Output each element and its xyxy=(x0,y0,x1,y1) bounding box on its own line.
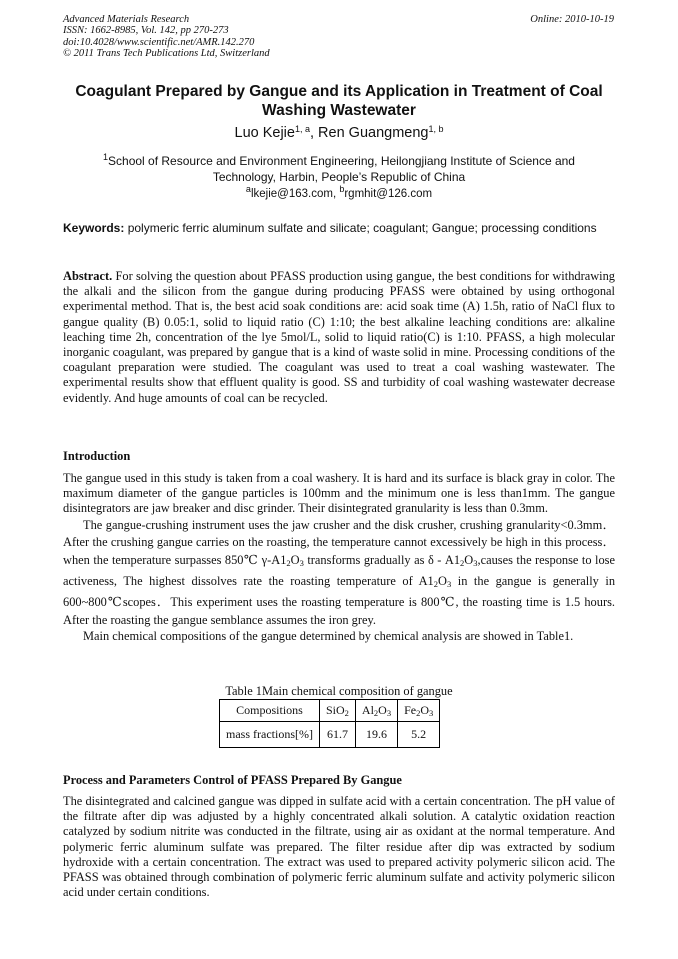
table-row xyxy=(220,722,440,748)
keywords-label: Keywords: xyxy=(63,221,125,235)
subscript: 3 xyxy=(473,558,478,569)
cell-text: Fe xyxy=(404,703,417,717)
author-separator: , xyxy=(309,125,319,141)
journal-header xyxy=(63,14,270,60)
introduction-body xyxy=(63,471,615,645)
intro-paragraph-3: Main chemical compositions of the gangue determined by chemical analysis are showed in Table1. xyxy=(83,629,574,644)
table-cell: 19.6 xyxy=(355,722,397,748)
text-run: ,causes the response to lose activeness, The highest dissolves rate the roasting temperature of A1 xyxy=(63,553,616,588)
cell-text: O xyxy=(420,703,430,717)
author-name: Ren Guangmeng xyxy=(318,125,429,141)
text-run: The gangue-crushing instrument uses the jaw crusher and the disk crusher, crushing granularity<0.3mm．After the crushing gangue carries on the roasting, the temperature cannot excessively be high in this process．when the temperature surpasses 850℃ γ-A1 xyxy=(63,517,615,568)
subscript: 2 xyxy=(433,579,438,589)
text-run: O xyxy=(438,574,447,588)
online-date: Online: 2010-10-19 xyxy=(530,14,614,25)
email-address: rgmhit@126.com xyxy=(344,188,433,200)
intro-paragraph-1: The gangue used in this study is taken from a coal washery. It is hard and its surface is black gray in color. The maximum diameter of the gangue particles is 100mm and the minimum one is less than1mm. The gangue disintegrators are jaw breaker and disc grinder. Their disintegrated granularity is less than 0.3mm. xyxy=(63,471,615,516)
process-body xyxy=(63,794,615,900)
subscript: 3 xyxy=(386,708,392,718)
cell-text: O xyxy=(378,703,387,717)
table-header-cell xyxy=(319,700,355,722)
subscript: 2 xyxy=(460,558,465,569)
email-line xyxy=(0,184,678,200)
issn-line: ISSN: 1662-8985, Vol. 142, pp 270-273 xyxy=(63,25,229,37)
subscript: 2 xyxy=(344,708,349,718)
composition-table xyxy=(219,699,440,748)
abstract xyxy=(63,269,615,406)
table-header-cell xyxy=(398,700,440,722)
subscript: 2 xyxy=(286,558,291,569)
text-run: O xyxy=(464,553,474,568)
table-cell: mass fractions[%] xyxy=(220,722,320,748)
copyright-line: © 2011 Trans Tech Publications Ltd, Switzerland xyxy=(63,48,270,60)
cell-text: SiO xyxy=(325,703,345,717)
email-sup: b xyxy=(339,184,345,194)
text-run: O xyxy=(290,553,300,568)
subscript: 2 xyxy=(373,708,379,718)
affiliation-text: School of Resource and Environment Engineering, Heilongjiang Institute of Science and Technology, Harbin, People’s Republic of China xyxy=(108,154,575,184)
subscript: 3 xyxy=(446,579,452,589)
subscript: 3 xyxy=(429,708,434,718)
author-sup: 1, b xyxy=(428,124,444,134)
section-heading-process: Process and Parameters Control of PFASS Prepared By Gangue xyxy=(63,773,402,787)
email-separator: , xyxy=(332,188,340,200)
table-caption: Table 1Main chemical composition of gangue xyxy=(225,684,453,698)
table-header-cell xyxy=(355,700,397,722)
section-heading-introduction: Introduction xyxy=(63,449,131,463)
abstract-text: For solving the question about PFASS production using gangue, the best conditions for withdrawing the alkali and the silicon from the gangue during producing PFASS were obtained by using orthogonal experimental method. That is, the best acid soak conditions are: acid soak time (A) 1.5h, ratio of NaCl flux to gangue quality (B) 0.05:1, solid to liquid ratio (C) 1:10; the best alkaline leaching conditions are: alkaline leaching time 2h, concentration of the lye 5mol/L, solid to liquid ratio(C) is 1:10. PFASS, a high molecular inorganic coagulant, was prepared by gangue that is a kind of waste solid in mine. Processing conditions of the coagulant preparation were studied. The coagulant was used to treat a coal washing wastewater. The experimental results show that effluent quality is good. SS and turbidity of coal washing wastewater decrease evidently. And huge amounts of coal can be recycled. xyxy=(63,269,615,405)
text-run: in the gangue is generally in 600~800℃scopes．This experiment uses the roasting temperature is 800℃, the roasting time is 1.5 hours. After the roasting the gangue semblance assumes the iron grey. xyxy=(63,574,616,627)
paper-title: Coagulant Prepared by Gangue and its Application in Treatment of Coal Washing Wastewater xyxy=(75,83,603,119)
keywords-text: polymeric ferric aluminum sulfate and silicate; coagulant; Gangue; processing conditions xyxy=(124,221,597,235)
abstract-label: Abstract. xyxy=(63,269,113,283)
process-paragraph-1: The disintegrated and calcined gangue was dipped in sulfate acid with a certain concentration. The pH value of the filtrate after dip was adjusted by a highly concentrated alkali solution. A catalytic oxidation reaction catalyzed by sodium nitrite was conducted in the filtrate, using air as oxidant at the normal temperature. And polymeric ferric aluminum sulfate was prepared. The filter residue after dip was extracted by sodium hydroxide with a certain concentration. The extract was used to prepared activity polymeric silicon acid. The PFASS was obtained through combination of polymeric ferric aluminum sulfate and activity polymeric silicon acid under certain conditions. xyxy=(63,794,615,900)
keywords xyxy=(63,221,615,235)
email-sup: a xyxy=(245,184,251,194)
author-line xyxy=(0,124,678,141)
affiliation-sup: 1 xyxy=(103,152,109,162)
journal-name: Advanced Materials Research xyxy=(63,14,190,25)
author-sup: 1, a xyxy=(294,124,310,134)
subscript: 2 xyxy=(416,708,421,718)
table-header-cell: Compositions xyxy=(220,700,320,722)
email-address: lkejie@163.com xyxy=(250,188,333,200)
table-cell: 61.7 xyxy=(319,722,355,748)
text-run: transforms gradually as δ - A1 xyxy=(303,553,461,568)
table-header-row xyxy=(220,700,440,722)
table-cell: 5.2 xyxy=(398,722,440,748)
cell-text: Al xyxy=(361,703,374,717)
intro-paragraph-2 xyxy=(63,517,615,630)
doi-line: doi:10.4028/www.scientific.net/AMR.142.270 xyxy=(63,36,255,48)
subscript: 3 xyxy=(299,558,304,569)
affiliation xyxy=(70,149,608,185)
author-name: Luo Kejie xyxy=(234,125,295,141)
